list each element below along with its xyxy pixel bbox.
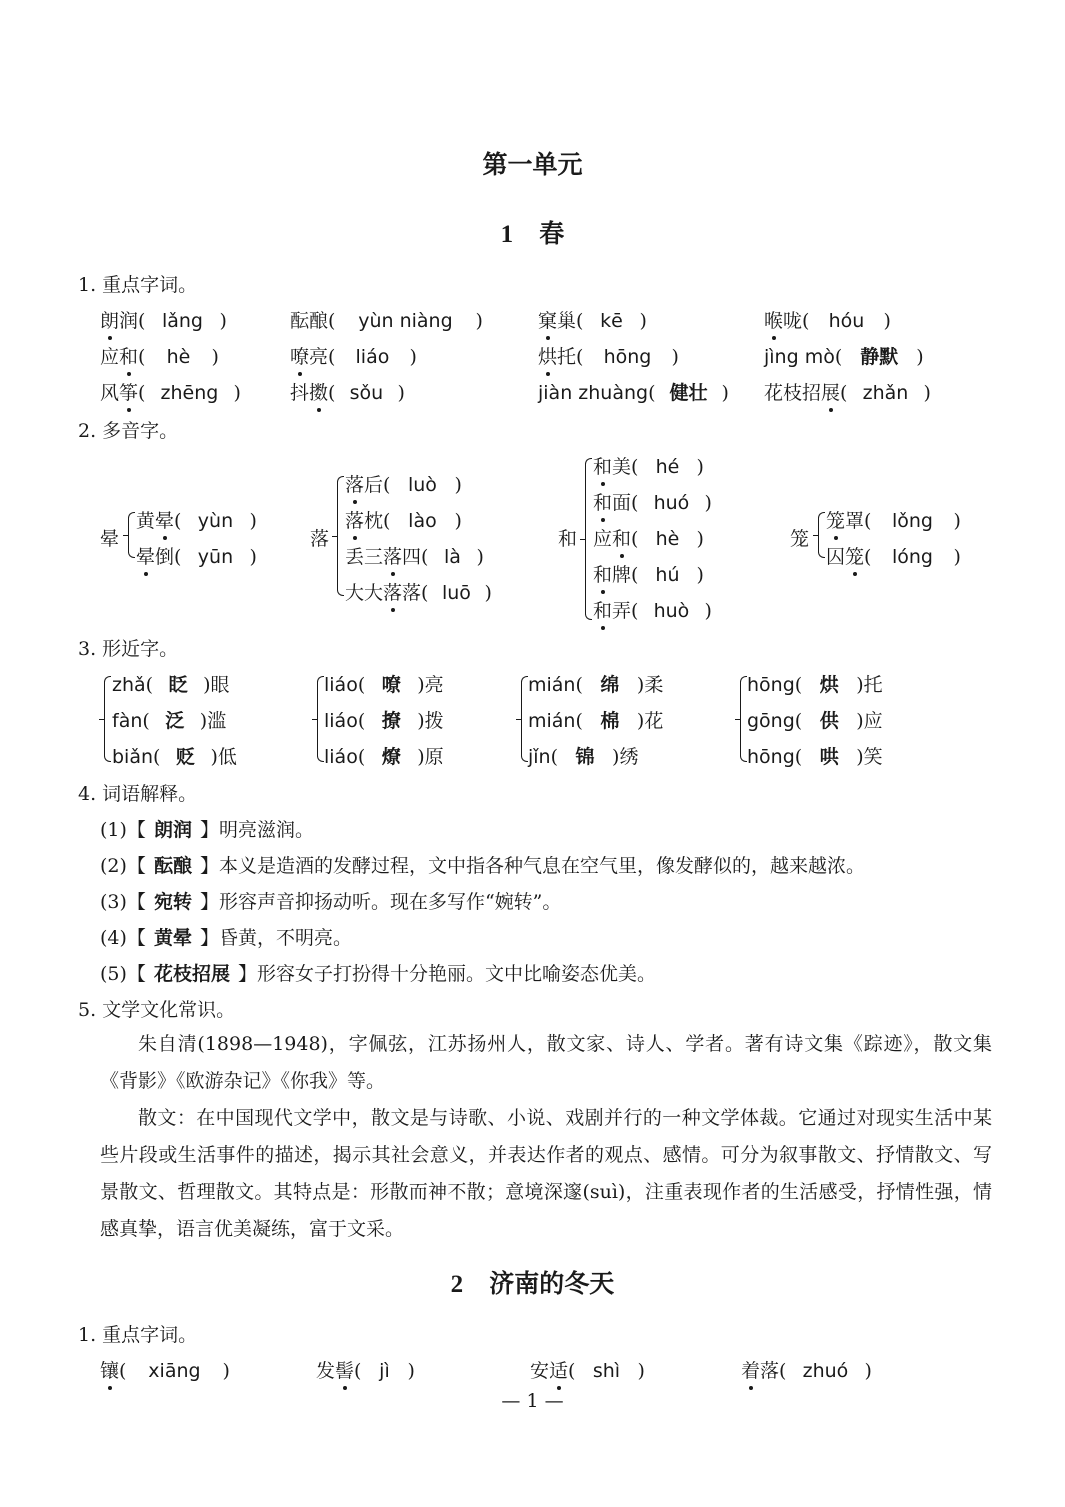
lesson-2-title: 济南的冬天 (489, 1269, 615, 1298)
similar-answer: 撩 (381, 710, 401, 732)
section-key-words: 1. 重点字词。 (78, 274, 198, 296)
vocab-answer: yùn niàng (358, 310, 453, 332)
vocab-item: 镶( xiāng ) (100, 1356, 230, 1383)
similar-answer: 眨 (168, 674, 188, 696)
polyphone-answer: luò (407, 474, 437, 496)
polyphone-answer: lào (408, 510, 437, 532)
similar-answer: 锦 (575, 746, 595, 768)
polyphone-answer: lǒng (891, 510, 933, 532)
lesson-2-number: 2 (450, 1271, 464, 1298)
polyphone-item: 丢三落四( là ) (345, 542, 484, 569)
vocab-item: 酝酿( yùn niàng ) (290, 310, 483, 332)
polyphone-item: 晕倒( yūn ) (136, 542, 257, 569)
vocab-item: jiàn zhuàng( 健壮 ) (538, 378, 729, 405)
author-paragraph: 朱自清(1898—1948)，字佩弦，江苏扬州人，散文家、诗人、学者。著有诗文集《踪迹》，散文集《背影》《欧游杂记》《你我》等。 (100, 1033, 992, 1092)
vocab-answer: sǒu (349, 382, 384, 404)
similar-answer: 棉 (600, 710, 620, 732)
vocab-item: 风筝( zhēng ) (100, 378, 241, 405)
brace (521, 676, 528, 762)
similar-answer: 绵 (600, 674, 620, 696)
section-key-words-2: 1. 重点字词。 (78, 1324, 198, 1346)
lesson-1-heading (0, 214, 1065, 250)
polyphone-item: 大大落落( luō ) (345, 578, 492, 605)
similar-answer: 燎 (381, 746, 401, 768)
polyphone-answer: hú (655, 564, 680, 586)
polyphone-answer: huò (653, 600, 690, 622)
vocab-answer: liáo (355, 346, 390, 368)
section-polyphones: 2. 多音字。 (78, 420, 179, 442)
polyphone-item: 和牌( hú ) (593, 560, 704, 587)
polyphone-char-luo: 落 (310, 528, 330, 550)
definition-item: (1)【 朗润 】明亮滋润。 (100, 815, 314, 842)
similar-item: fàn( 泛 )滥 (112, 706, 226, 733)
vocab-item: 应和( hè ) (100, 342, 219, 369)
vocab-item: 喉咙( hóu ) (764, 306, 891, 333)
similar-item: jǐn( 锦 )绣 (528, 742, 638, 769)
vocab-item: 发髻( jì ) (316, 1356, 415, 1383)
vocab-item: jìng mò( 静默 ) (764, 342, 924, 369)
similar-item: hōng( 哄 )笑 (747, 742, 883, 769)
definition-term: 朗润 (153, 819, 192, 841)
brace (317, 676, 324, 762)
definition-term: 花枝招展 (153, 963, 230, 985)
polyphone-item: 和美( hé ) (593, 452, 704, 479)
vocab-answer: hōng (603, 346, 652, 368)
definition-item: (4)【 黄晕 】昏黄，不明亮。 (100, 923, 352, 950)
polyphone-answer: hè (655, 528, 680, 550)
polyphone-answer: lóng (891, 546, 933, 568)
vocab-answer: 静默 (860, 346, 899, 368)
polyphone-char-he: 和 (558, 528, 578, 550)
definition-term: 酝酿 (153, 855, 192, 877)
polyphone-item: 黄晕( yùn ) (136, 506, 257, 533)
polyphone-answer: yùn (197, 510, 234, 532)
polyphone-item: 笼罩( lǒng ) (826, 506, 961, 533)
polyphone-item: 和弄( huò ) (593, 596, 712, 623)
polyphone-answer: là (444, 546, 461, 568)
vocab-answer: lǎng (161, 310, 203, 332)
vocab-item: 安适( shì ) (530, 1356, 645, 1383)
similar-item: liáo( 嘹 )亮 (324, 670, 444, 697)
vocab-answer: zhuó (802, 1360, 849, 1382)
similar-item: mián( 棉 )花 (528, 706, 663, 733)
similar-answer: 嘹 (381, 674, 401, 696)
polyphone-answer: luō (441, 582, 471, 604)
vocab-answer: xiāng (148, 1360, 201, 1382)
similar-item: gōng( 供 )应 (747, 706, 883, 733)
brace (128, 512, 135, 558)
polyphone-item: 应和( hè ) (593, 524, 704, 551)
definition-term: 宛转 (153, 891, 192, 913)
vocab-answer: 健壮 (669, 382, 708, 404)
lesson-2-heading (0, 1264, 1065, 1300)
brace (818, 512, 825, 558)
page-number: — 1 — (501, 1390, 564, 1412)
vocab-item: 抖擞( sǒu ) (290, 378, 405, 405)
unit-title: 第一单元 (482, 150, 583, 179)
vocab-item: 嘹亮( liáo ) (290, 342, 417, 369)
brace (104, 676, 111, 762)
vocab-item: 着落( zhuó ) (741, 1356, 872, 1383)
vocab-answer: jì (379, 1360, 390, 1382)
brace (740, 676, 747, 762)
similar-item: liáo( 燎 )原 (324, 742, 444, 769)
similar-item: biǎn( 贬 )低 (112, 742, 237, 769)
definition-term: 黄晕 (153, 927, 192, 949)
prose-paragraph: 散文：在中国现代文学中，散文是与诗歌、小说、戏剧并行的一种文学体裁。它通过对现实生活中某些片段或生活事件的描述，揭示其社会意义，并表达作者的观点、感情。可分为叙事散文、抒情散文、写景散文、哲理散文。其特点是：形散而神不散；意境深邃(suì)，注重表现作者的生活感受，抒情性强，情感真挚，语言优美凝练，富于文采。 (100, 1107, 992, 1240)
similar-answer: 哄 (819, 746, 839, 768)
similar-answer: 贬 (175, 746, 195, 768)
polyphone-answer: yūn (197, 546, 234, 568)
vocab-item: 花枝招展( zhǎn ) (764, 378, 931, 405)
section-literary-knowledge: 5. 文学文化常识。 (78, 999, 236, 1021)
section-word-definitions: 4. 词语解释。 (78, 783, 198, 805)
vocab-item: 烘托( hōng ) (538, 342, 679, 369)
similar-answer: 烘 (819, 674, 839, 696)
vocab-answer: kē (600, 310, 623, 332)
vocab-item: 朗润( lǎng ) (100, 306, 227, 333)
vocab-answer: zhēng (160, 382, 219, 404)
polyphone-answer: huó (653, 492, 690, 514)
vocab-item: 窠巢( kē ) (538, 306, 647, 333)
polyphone-item: 囚笼( lóng ) (826, 542, 961, 569)
similar-item: zhǎ( 眨 )眼 (112, 670, 230, 697)
similar-item: hōng( 烘 )托 (747, 670, 883, 697)
similar-item: liáo( 撩 )拨 (324, 706, 444, 733)
similar-answer: 泛 (165, 710, 185, 732)
lesson-1-title: 春 (539, 219, 565, 248)
brace (585, 458, 592, 620)
similar-item: mián( 绵 )柔 (528, 670, 663, 697)
definition-item: (3)【 宛转 】形容声音抑扬动听。现在多写作“婉转”。 (100, 887, 561, 914)
polyphone-item: 落枕( lào ) (345, 506, 462, 533)
definition-item: (5)【 花枝招展 】形容女子打扮得十分艳丽。文中比喻姿态优美。 (100, 959, 656, 986)
vocab-answer: hè (166, 346, 191, 368)
vocab-answer: hóu (828, 310, 865, 332)
polyphone-item: 和面( huó ) (593, 488, 712, 515)
definition-item: (2)【 酝酿 】本义是造酒的发酵过程，文中指各种气息在空气里，像发酵似的，越来越浓。 (100, 851, 865, 878)
similar-answer: 供 (819, 710, 839, 732)
brace (337, 476, 344, 596)
polyphone-answer: hé (655, 456, 680, 478)
vocab-answer: zhǎn (862, 382, 909, 404)
polyphone-char-long: 笼 (790, 528, 810, 550)
section-similar-chars: 3. 形近字。 (78, 638, 179, 660)
polyphone-char-yun: 晕 (100, 528, 120, 550)
lesson-1-number: 1 (500, 221, 514, 248)
polyphone-item: 落后( luò ) (345, 470, 462, 497)
vocab-answer: shì (592, 1360, 621, 1382)
